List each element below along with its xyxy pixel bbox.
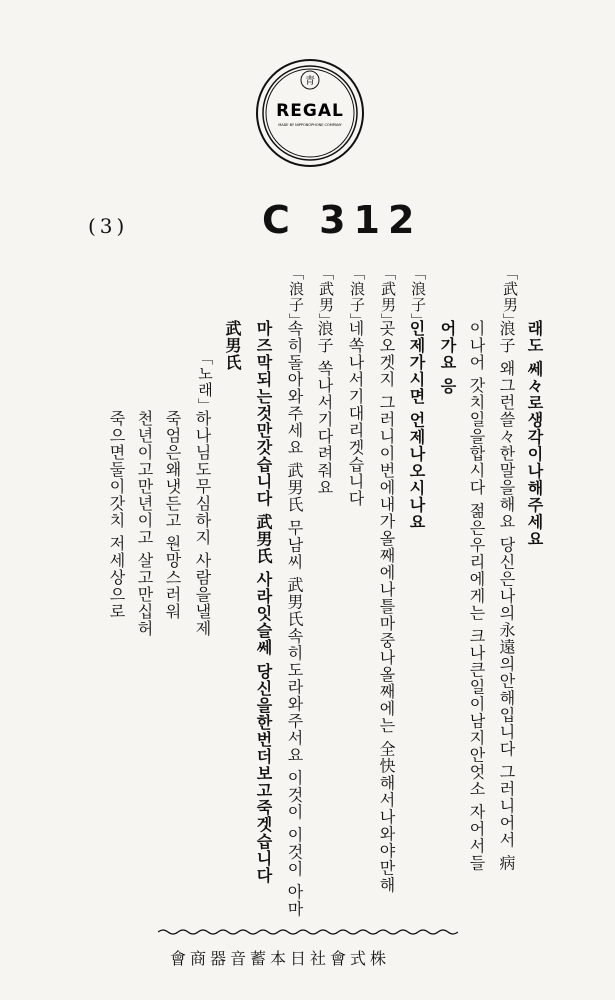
lyric-line: 네쏙나서기대리겟습니다 <box>346 320 365 507</box>
lyric-line: 마즈막되는것만갓습니다 武男氏 사라잇슬쎄 당신을한번더보고죽겟습니다 <box>254 320 273 884</box>
page-number: (3) <box>88 214 129 238</box>
logo-small-text: MADE BY NIPPONOPHONE COMPANY <box>278 123 342 127</box>
regal-logo <box>255 58 365 168</box>
song-line: 죽엄은왜냇든고 원망스러워 <box>163 410 182 621</box>
lyric-line: 武男氏 <box>223 320 242 371</box>
lyric-line: 곳오겟지 그러니이번에내가올째에나틀마중나올째에는 全快해서나와야만해 <box>377 320 396 894</box>
speaker-namiko: 「浪子」 <box>409 265 427 329</box>
speaker-namiko: 「浪子」 <box>287 265 305 329</box>
logo-brand: REGAL <box>276 101 344 121</box>
speaker-namiko: 「浪子」 <box>348 265 366 329</box>
lyric-line: 속히돌아와주세요 武男氏 무남씨 武男氏속히도라와주서요 이것이 이것이 아마 <box>285 320 304 918</box>
lyric-line: 래도 쎄々로생각이나해주세요 <box>525 320 544 548</box>
wavy-divider <box>158 928 458 936</box>
lyric-line: 어가요 응 <box>438 320 457 395</box>
speaker-song: 「노래」 <box>196 350 214 414</box>
catalog-number: C 312 <box>262 198 423 242</box>
speaker-takeo: 「武男」 <box>501 265 519 329</box>
lyric-line: 이나어 갓치일을합시다 젊은우리에게는 크나큰일이남지안엇소 자어서들 <box>467 320 486 872</box>
speaker-takeo: 「武男」 <box>379 265 397 329</box>
logo-glyph: 青 <box>305 76 315 87</box>
lyric-line: 浪子 왜그런쓸々한말을해요 당신은나의永遠의안해입니다 그러니어서 病 <box>497 320 516 872</box>
lyric-line: 浪子 쏙나서기다려줘요 <box>315 320 334 497</box>
publisher-footer: 會商器音蓄本日社會式株 <box>170 949 391 968</box>
lyric-line: 인제가시면 언제나오시나요 <box>407 320 426 531</box>
speaker-takeo: 「武男」 <box>317 265 335 329</box>
song-line: 천년이고만년이고 살고만십허 <box>135 410 154 638</box>
song-line: 하나님도무심하지 사람을낼제 <box>193 410 212 638</box>
song-line: 죽으면둘이갓치 저세상으로 <box>107 410 126 621</box>
